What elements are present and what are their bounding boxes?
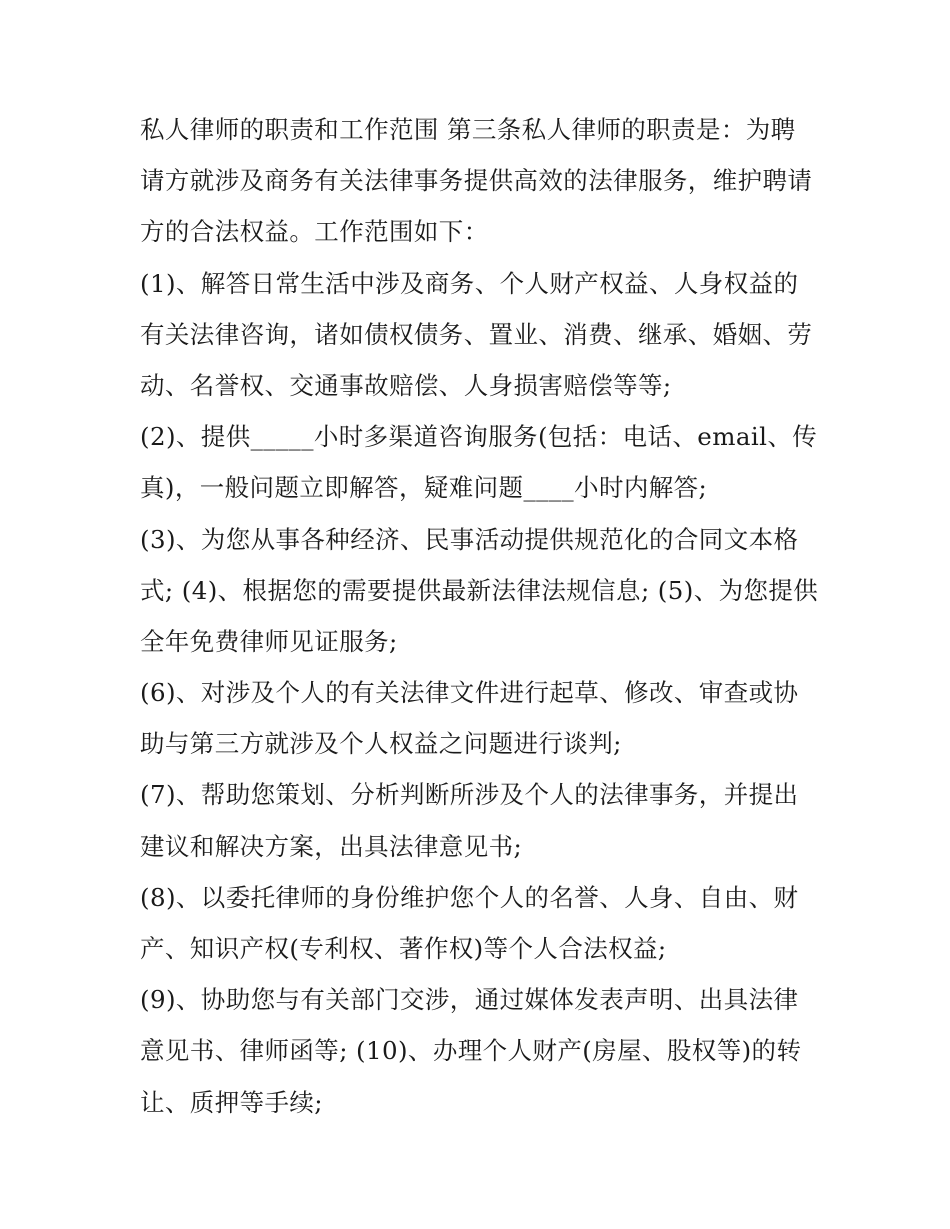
document-body	[140, 104, 820, 1128]
text-line: 建议和解决方案，出具法律意见书;	[140, 831, 523, 861]
text-line: 私人律师的职责和工作范围 第三条私人律师的职责是：为聘	[140, 115, 796, 144]
text-line: 全年免费律师见证服务;	[140, 626, 398, 656]
text-line: 方的合法权益。工作范围如下：	[140, 217, 489, 247]
text-line: (1)、解答日常生活中涉及商务、个人财产权益、人身权益的	[140, 268, 799, 298]
text-line: 让、质押等手续;	[140, 1087, 323, 1117]
text-line: (9)、协助您与有关部门交涉，通过媒体发表声明、出具法律	[140, 985, 799, 1015]
text-line: (8)、以委托律师的身份维护您个人的名誉、人身、自由、财	[140, 882, 799, 912]
text-line: 产、知识产权(专利权、著作权)等个人合法权益;	[140, 934, 667, 963]
text-line: 助与第三方就涉及个人权益之问题进行谈判;	[140, 729, 622, 759]
text-line: (6)、对涉及个人的有关法律文件进行起草、修改、审查或协	[140, 678, 799, 708]
text-line: 有关法律咨询，诸如债权债务、置业、消费、继承、婚姻、劳	[140, 319, 813, 349]
text-line: 真)，一般问题立即解答，疑难问题____小时内解答;	[140, 473, 708, 503]
text-line: 动、名誉权、交通事故赔偿、人身损害赔偿等等;	[140, 370, 672, 400]
text-line: (2)、提供_____小时多渠道咨询服务(包括：电话、email、传	[140, 422, 818, 452]
text-line: (3)、为您从事各种经济、民事活动提供规范化的合同文本格	[140, 524, 799, 554]
text-line: 意见书、律师函等; (10)、办理个人财产(房屋、股权等)的转	[140, 1036, 802, 1066]
text-line: 式; (4)、根据您的需要提供最新法律法规信息; (5)、为您提供	[140, 575, 819, 605]
text-line: 请方就涉及商务有关法律事务提供高效的法律服务，维护聘请	[140, 166, 813, 196]
text-line: (7)、帮助您策划、分析判断所涉及个人的法律事务，并提出	[140, 780, 799, 810]
